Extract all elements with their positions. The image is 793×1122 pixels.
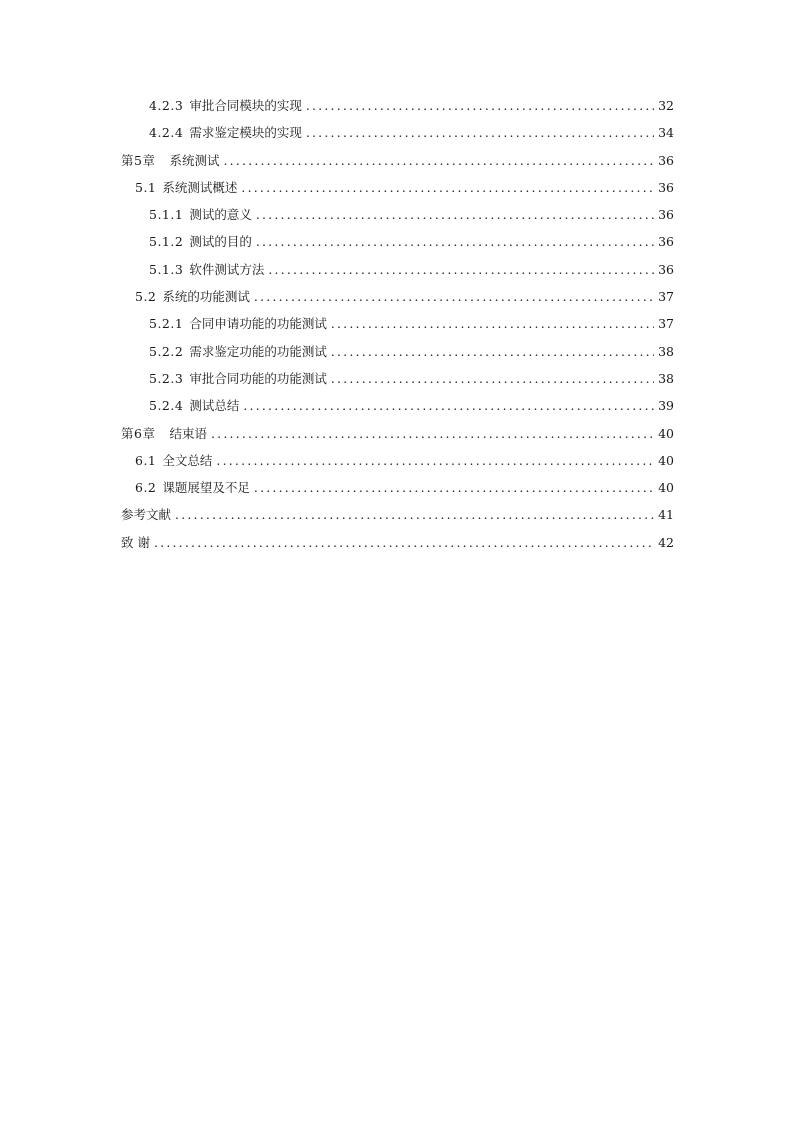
toc-entry[interactable] — [121, 119, 674, 146]
toc-entry-title: 需求鉴定模块的实现 — [189, 125, 302, 141]
toc-entry-number: 4.2.4 — [149, 125, 184, 141]
toc-entry-page: 40 — [658, 425, 674, 441]
toc-entry[interactable] — [121, 92, 674, 119]
toc-entry[interactable] — [121, 310, 674, 337]
toc-entry-title: 测试的目的 — [189, 234, 252, 250]
toc-entry-title: 测试的意义 — [189, 207, 252, 223]
dot-leader — [256, 201, 654, 228]
toc-entry-page: 40 — [658, 452, 674, 468]
toc-entry-title: 需求鉴定功能的功能测试 — [189, 343, 327, 359]
toc-entry-page: 36 — [658, 152, 674, 168]
dot-leader — [254, 283, 654, 310]
toc-entry-page: 37 — [658, 316, 674, 332]
toc-entry[interactable] — [121, 174, 674, 201]
toc-entry-title: 合同申请功能的功能测试 — [189, 316, 327, 332]
toc-entry-number: 5.1.1 — [149, 207, 184, 223]
dot-leader — [331, 365, 654, 392]
toc-entry-page: 40 — [658, 480, 674, 496]
toc-entry[interactable] — [121, 501, 674, 528]
toc-entry-title: 全文总结 — [162, 452, 213, 468]
toc-entry-title: 结束语 — [169, 425, 207, 441]
toc-entry[interactable] — [121, 201, 674, 228]
dot-leader — [216, 447, 654, 474]
dot-leader — [268, 256, 654, 283]
toc-entry-number: 第6章 — [121, 425, 156, 441]
toc-entry-page: 32 — [658, 98, 674, 113]
dot-leader — [254, 474, 654, 501]
toc-entry-number: 6.2 — [135, 480, 157, 496]
toc-entry-page: 38 — [658, 343, 674, 359]
toc-entry-page: 34 — [658, 125, 674, 141]
toc-entry-number: 5.2.2 — [149, 343, 184, 359]
toc-entry-number: 5.2.1 — [149, 316, 184, 332]
toc-entry-title: 审批合同模块的实现 — [189, 98, 302, 113]
toc-entry[interactable] — [121, 283, 674, 310]
toc-entry-title: 系统的功能测试 — [162, 289, 250, 305]
dot-leader — [243, 392, 654, 419]
toc-entry-number: 第5章 — [121, 152, 156, 168]
dot-leader — [256, 228, 654, 255]
toc-entry[interactable] — [121, 420, 674, 447]
toc-entry[interactable] — [121, 147, 674, 174]
toc-entry[interactable] — [121, 474, 674, 501]
dot-leader — [175, 501, 654, 528]
toc-entry[interactable] — [121, 392, 674, 419]
toc-entry-page: 36 — [658, 179, 674, 195]
toc-entry[interactable] — [121, 228, 674, 255]
toc-entry-page: 36 — [658, 261, 674, 277]
toc-entry[interactable] — [121, 365, 674, 392]
toc-entry-page: 42 — [658, 534, 674, 550]
toc-entry-title: 致 谢 — [121, 534, 150, 550]
dot-leader — [211, 420, 654, 447]
toc-entry-number: 5.2.3 — [149, 370, 184, 386]
toc-entry-title: 系统测试概述 — [162, 179, 238, 195]
toc-entry-title: 测试总结 — [189, 398, 240, 414]
toc-entry-number: 5.2.4 — [149, 398, 184, 414]
toc-entry-title: 参考文献 — [121, 507, 172, 523]
toc-entry-number: 5.1.3 — [149, 261, 184, 277]
toc-entry-title: 软件测试方法 — [189, 261, 265, 277]
toc-entry-page: 38 — [658, 370, 674, 386]
toc-entry-number: 4.2.3 — [149, 98, 184, 113]
dot-leader — [223, 147, 654, 174]
dot-leader — [306, 92, 654, 119]
toc-entry-number: 5.2 — [135, 289, 157, 305]
dot-leader — [331, 338, 654, 365]
toc-entry-title: 课题展望及不足 — [162, 480, 250, 496]
toc-entry-page: 36 — [658, 207, 674, 223]
dot-leader — [241, 174, 654, 201]
toc-entry[interactable] — [121, 338, 674, 365]
toc-entry-title: 系统测试 — [169, 152, 220, 168]
dot-leader — [306, 119, 654, 146]
dot-leader — [154, 529, 654, 556]
toc-entry-number: 6.1 — [135, 452, 157, 468]
toc-entry-page: 41 — [658, 507, 674, 523]
toc-entry-title: 审批合同功能的功能测试 — [189, 370, 327, 386]
dot-leader — [331, 310, 654, 337]
toc-entry-number: 5.1.2 — [149, 234, 184, 250]
toc-entry[interactable] — [121, 256, 674, 283]
toc-entry-page: 37 — [658, 289, 674, 305]
toc-entry[interactable] — [121, 529, 674, 556]
toc-entry-page: 36 — [658, 234, 674, 250]
toc-entry-page: 39 — [658, 398, 674, 414]
table-of-contents — [121, 92, 674, 556]
toc-entry[interactable] — [121, 447, 674, 474]
toc-entry-number: 5.1 — [135, 179, 157, 195]
